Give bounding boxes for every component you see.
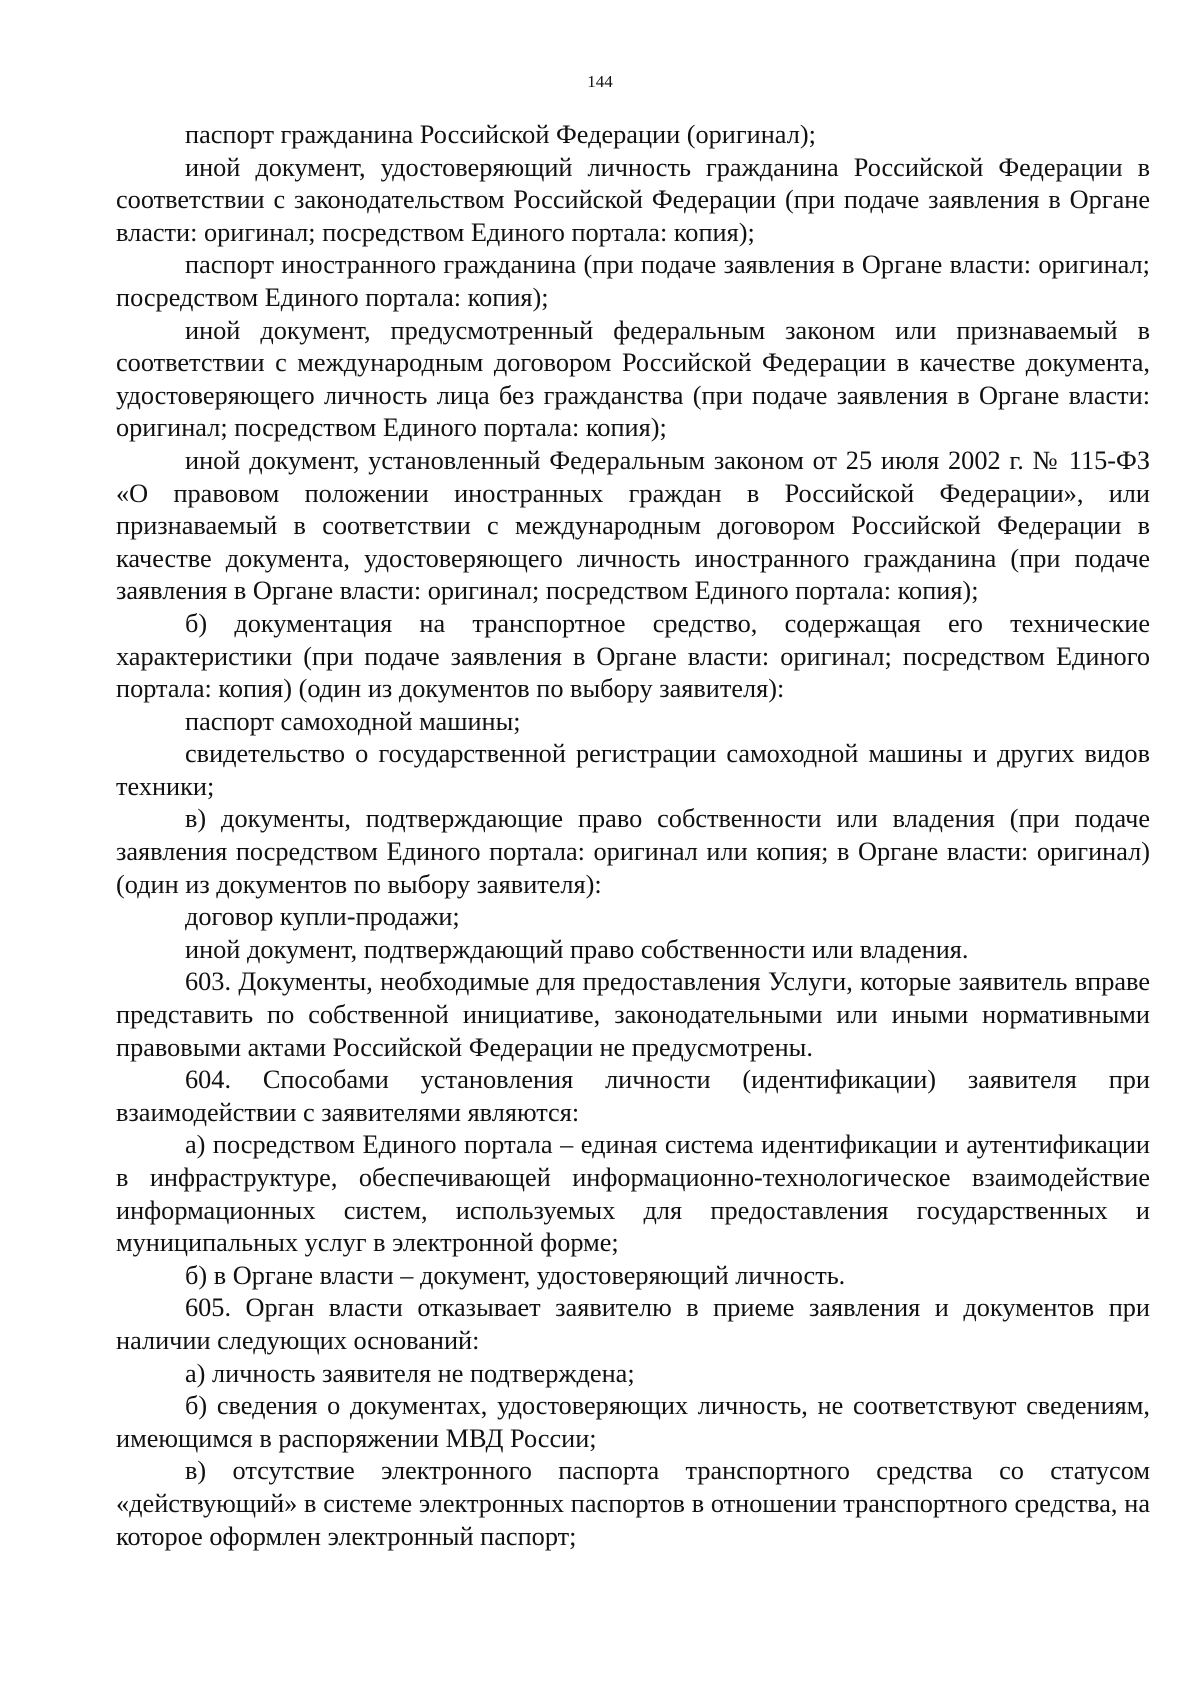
paragraph: в) отсутствие электронного паспорта транспортного средства со статусом «действующий» в системе электронных паспортов в отношении транспортного средства, на которое оформлен электронный паспорт;: [116, 1456, 1150, 1551]
paragraph: паспорт иностранного гражданина (при подаче заявления в Органе власти: оригинал; посредством Единого портала: копия);: [116, 250, 1150, 312]
paragraph: б) в Органе власти – документ, удостоверяющий личность.: [185, 1260, 846, 1290]
paragraph: б) сведения о документах, удостоверяющих личность, не соответствуют сведениям, имеющимся в распоряжении МВД России;: [116, 1391, 1150, 1453]
paragraph: а) личность заявителя не подтверждена;: [185, 1358, 635, 1388]
paragraph: иной документ, установленный Федеральным законом от 25 июля 2002 г. № 115-ФЗ «О правовом положении иностранных граждан в Российской Федерации», или признаваемый в соответствии с международным договором Российской Федерации в качестве документа, удостоверяющего личность иностранного гражданина (при подаче заявления в Органе власти: оригинал; посредством Единого портала: копия);: [116, 445, 1150, 606]
paragraph: иной документ, предусмотренный федеральным законом или признаваемый в соответствии с международным договором Российской Федерации в качестве документа, удостоверяющего личность лица без гражданства (при подаче заявления в Органе власти: оригинал; посредством Единого портала: копия);: [116, 315, 1150, 443]
document-body: [116, 119, 1150, 1553]
paragraph: б) документация на транспортное средство, содержащая его технические характеристики (при подаче заявления в Органе власти: оригинал; посредством Единого портала: копия) (один из документов по выбору заявителя):: [116, 608, 1150, 704]
paragraph: 604. Способами установления личности (идентификации) заявителя при взаимодействии с заявителями являются:: [116, 1065, 1150, 1127]
paragraph: 605. Орган власти отказывает заявителю в приеме заявления и документов при наличии следующих оснований:: [116, 1293, 1150, 1355]
paragraph: в) документы, подтверждающие право собственности или владения (при подаче заявления посредством Единого портала: оригинал или копия; в Органе власти: оригинал) (один из документов по выбору заявителя):: [116, 804, 1150, 899]
paragraph: договор купли-продажи;: [185, 902, 460, 932]
paragraph: 603. Документы, необходимые для предоставления Услуги, которые заявитель вправе представить по собственной инициативе, законодательными или иными нормативными правовыми актами Российской Федерации не предусмотрены.: [116, 967, 1150, 1062]
paragraph: а) посредством Единого портала – единая система идентификации и аутентификации в инфраструктуре, обеспечивающей информационно-технологическое взаимодействие информационных систем, используемых для предоставления государственных и муниципальных услуг в электронной форме;: [116, 1130, 1150, 1258]
paragraph: паспорт самоходной машины;: [185, 706, 521, 736]
paragraph: свидетельство о государственной регистрации самоходной машины и других видов техники;: [116, 739, 1150, 801]
paragraph: иной документ, подтверждающий право собственности или владения.: [185, 934, 969, 964]
paragraph: паспорт гражданина Российской Федерации (оригинал);: [185, 120, 816, 149]
page-number: 144: [587, 72, 613, 91]
paragraph: иной документ, удостоверяющий личность гражданина Российской Федерации в соответствии с законодательством Российской Федерации (при подаче заявления в Органе власти: оригинал; посредством Единого портала: копия);: [116, 152, 1150, 247]
